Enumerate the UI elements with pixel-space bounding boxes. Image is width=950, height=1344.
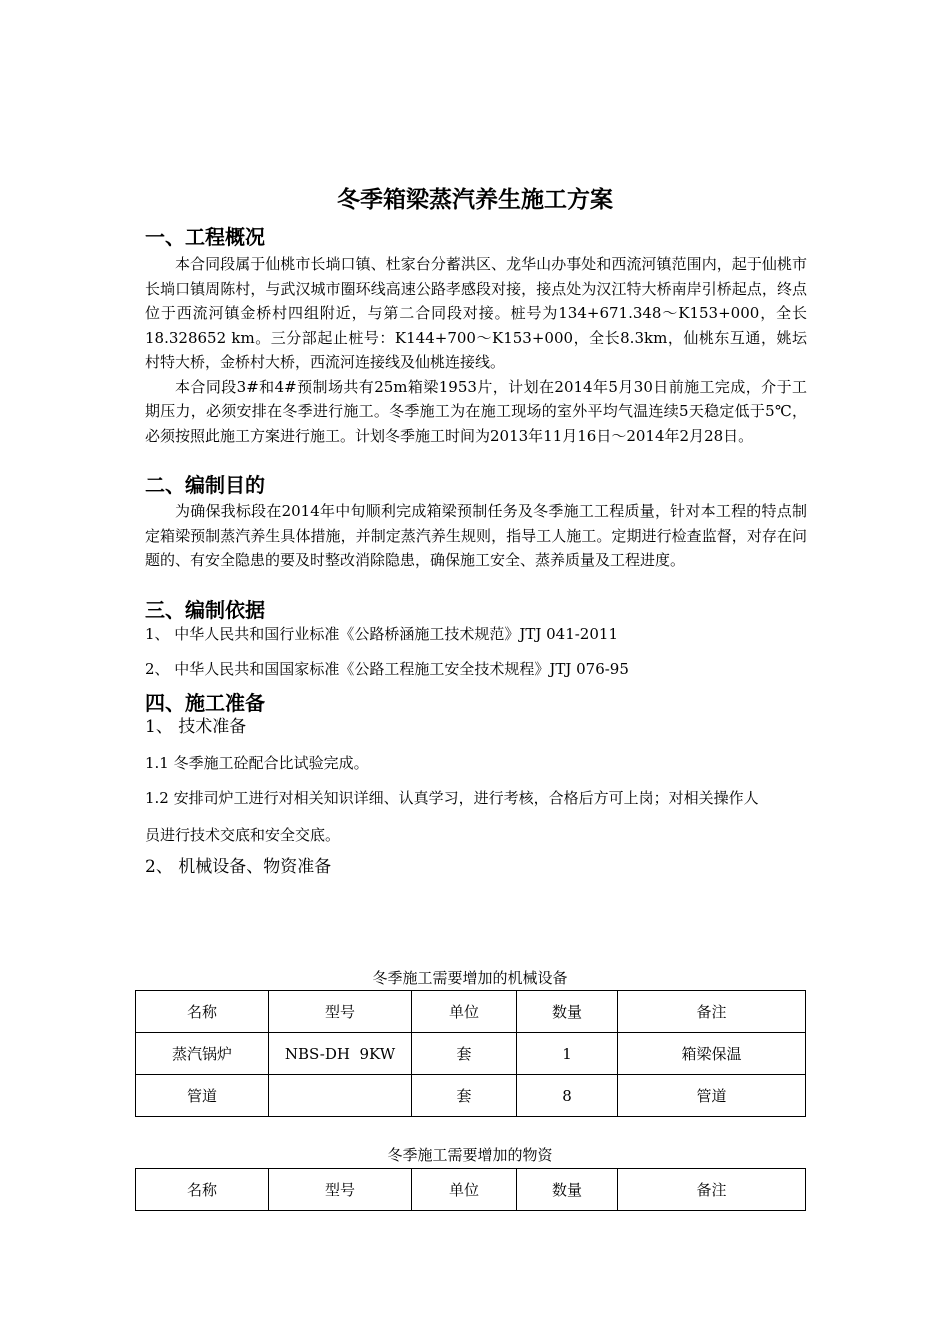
table-cell: 管道 [136, 1075, 269, 1117]
equipment-table [135, 990, 806, 1117]
sub-heading-tech-prep: 1、 技术准备 [145, 717, 247, 737]
section-heading-purpose: 二、编制目的 [145, 473, 265, 497]
document-title: 冬季箱梁蒸汽养生施工方案 [337, 187, 613, 213]
prep-item-1-2-line1: 1.2 安排司炉工进行对相关知识详细、认真学习，进行考核，合格后方可上岗；对相关操作人 [145, 789, 759, 807]
table-cell: 1 [517, 1033, 618, 1075]
header-cell-unit: 单位 [412, 1169, 517, 1211]
header-cell-quantity: 数量 [517, 991, 618, 1033]
header-cell-name: 名称 [136, 991, 269, 1033]
overview-text [145, 252, 807, 448]
table-header-row [136, 1169, 806, 1211]
table-cell: 8 [517, 1075, 618, 1117]
table-row [136, 1075, 806, 1117]
overview-paragraph-2: 本合同段3#和4#预制场共有25m箱梁1953片，计划在2014年5月30日前施工完成，介于工期压力，必须安排在冬季进行施工。冬季施工为在施工现场的室外平均气温连续5天稳定低于5℃，必须按照此施工方案进行施工。计划冬季施工时间为2013年11月16日～2014年2月28日。 [145, 377, 807, 445]
table-cell: 箱梁保温 [618, 1033, 806, 1075]
section-heading-preparation: 四、施工准备 [145, 691, 265, 715]
table-row [136, 1033, 806, 1075]
table-cell: NBS-DH 9KW [269, 1033, 412, 1075]
section-heading-overview: 一、工程概况 [145, 225, 265, 249]
header-cell-remark: 备注 [618, 1169, 806, 1211]
table-cell: 管道 [618, 1075, 806, 1117]
header-cell-name: 名称 [136, 1169, 269, 1211]
header-cell-model: 型号 [269, 991, 412, 1033]
sub-heading-equipment-prep: 2、 机械设备、物资准备 [145, 857, 332, 877]
section-heading-basis: 三、编制依据 [145, 598, 265, 622]
purpose-text [145, 499, 807, 573]
header-cell-remark: 备注 [618, 991, 806, 1033]
header-cell-model: 型号 [269, 1169, 412, 1211]
table2-caption: 冬季施工需要增加的物资 [387, 1146, 553, 1164]
purpose-paragraph: 为确保我标段在2014年中旬顺利完成箱梁预制任务及冬季施工工程质量，针对本工程的特点制定箱梁预制蒸汽养生具体措施，并制定蒸汽养生规则，指导工人施工。定期进行检查监督，对存在问题的、有安全隐患的要及时整改消除隐患，确保施工安全、蒸养质量及工程进度。 [145, 502, 807, 569]
basis-item-1: 1、 中华人民共和国行业标准《公路桥涵施工技术规范》JTJ 041-2011 [145, 625, 618, 643]
prep-item-1-1: 1.1 冬季施工砼配合比试验完成。 [145, 754, 369, 772]
basis-item-2: 2、 中华人民共和国国家标准《公路工程施工安全技术规程》JTJ 076-95 [145, 660, 629, 678]
header-cell-quantity: 数量 [517, 1169, 618, 1211]
table-cell: 套 [412, 1033, 517, 1075]
table-cell: 蒸汽锅炉 [136, 1033, 269, 1075]
table-header-row [136, 991, 806, 1033]
materials-table [135, 1168, 806, 1211]
overview-paragraph-1: 本合同段属于仙桃市长埫口镇、杜家台分蓄洪区、龙华山办事处和西流河镇范围内，起于仙桃市长埫口镇周陈村，与武汉城市圈环线高速公路孝感段对接，接点处为汉江特大桥南岸引桥起点，终点位于西流河镇金桥村四组附近，与第二合同段对接。桩号为134+671.348～K153+000，全长18.328652 km。三分部起止桩号：K144+700～K153+000，全长8.3km，仙桃东互通，姚坛村特大桥，金桥村大桥，西流河连接线及仙桃连接线。 [145, 255, 807, 371]
table-cell: 套 [412, 1075, 517, 1117]
prep-item-1-2-line2: 员进行技术交底和安全交底。 [145, 826, 341, 844]
table1-caption: 冬季施工需要增加的机械设备 [372, 969, 568, 987]
table-cell [269, 1075, 412, 1117]
header-cell-unit: 单位 [412, 991, 517, 1033]
